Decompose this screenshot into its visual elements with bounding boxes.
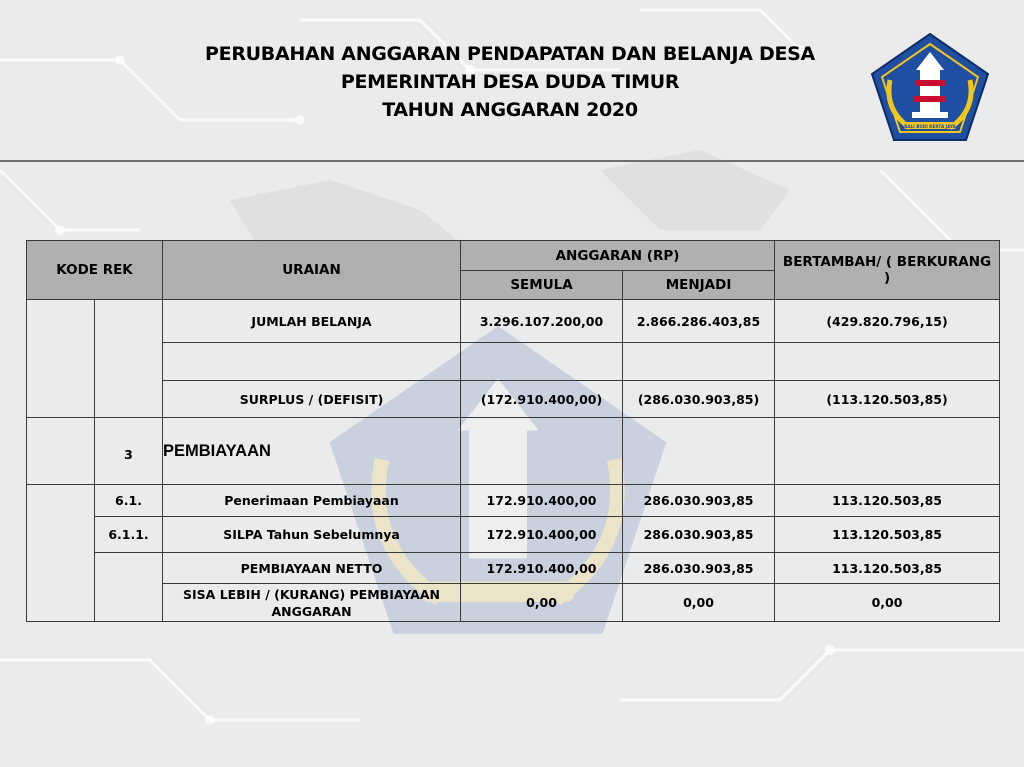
row-label-line-1: SISA LEBIH / (KURANG) PEMBIAYAAN	[183, 586, 440, 602]
row-label: Penerimaan Pembiayaan	[163, 485, 461, 517]
table-row	[27, 343, 1000, 381]
row-kode: 6.1.1.	[95, 517, 163, 553]
table-row	[27, 517, 1000, 553]
row-label: SILPA Tahun Sebelumnya	[163, 517, 461, 553]
row-selisih: 0,00	[775, 584, 1000, 622]
row-selisih: 113.120.503,85	[775, 517, 1000, 553]
row-semula	[461, 418, 623, 485]
row-selisih: 113.120.503,85	[775, 485, 1000, 517]
table-row	[27, 418, 1000, 485]
row-selisih	[775, 343, 1000, 381]
row-selisih: 113.120.503,85	[775, 553, 1000, 584]
row-menjadi: 286.030.903,85	[623, 485, 775, 517]
row-menjadi: 2.866.286.403,85	[623, 300, 775, 343]
row-selisih: (113.120.503,85)	[775, 381, 1000, 418]
header-uraian: URAIAN	[163, 241, 461, 300]
table-row	[27, 381, 1000, 418]
table-cell	[27, 418, 95, 485]
table-row	[27, 300, 1000, 343]
title-line-3: TAHUN ANGGARAN 2020	[382, 99, 638, 121]
row-label	[163, 343, 461, 381]
header-menjadi: MENJADI	[623, 271, 775, 300]
row-semula: 172.910.400,00	[461, 485, 623, 517]
row-label: JUMLAH BELANJA	[163, 300, 461, 343]
regency-emblem-logo	[868, 30, 992, 144]
row-menjadi	[623, 418, 775, 485]
row-selisih	[775, 418, 1000, 485]
header-semula: SEMULA	[461, 271, 623, 300]
header-bertambah-berkurang: BERTAMBAH/ ( BERKURANG )	[775, 241, 1000, 300]
row-kode: 6.1.	[95, 485, 163, 517]
table-cell	[27, 485, 95, 622]
row-kode: 3	[95, 418, 163, 485]
row-semula: (172.910.400,00)	[461, 381, 623, 418]
table-cell	[95, 300, 163, 418]
header-divider	[0, 160, 1024, 162]
row-semula: 0,00	[461, 584, 623, 622]
header-anggaran: ANGGARAN (RP)	[461, 241, 775, 271]
page-title	[120, 40, 900, 124]
table-row	[27, 485, 1000, 517]
header-kode-rek: KODE REK	[27, 241, 163, 300]
row-menjadi: 286.030.903,85	[623, 553, 775, 584]
svg-text:BALI BUDI KERTA JAYA: BALI BUDI KERTA JAYA	[904, 124, 956, 129]
row-semula	[461, 343, 623, 381]
row-semula: 172.910.400,00	[461, 517, 623, 553]
row-semula: 172.910.400,00	[461, 553, 623, 584]
row-label: PEMBIAYAAN NETTO	[163, 553, 461, 584]
table-cell	[27, 300, 95, 418]
title-line-2: PEMERINTAH DESA DUDA TIMUR	[340, 71, 680, 93]
table-row	[27, 553, 1000, 584]
table-cell	[95, 553, 163, 622]
row-label-line-2: ANGGARAN	[271, 603, 352, 619]
row-menjadi: (286.030.903,85)	[623, 381, 775, 418]
row-label	[163, 584, 461, 622]
row-menjadi: 286.030.903,85	[623, 517, 775, 553]
row-label: SURPLUS / (DEFISIT)	[163, 381, 461, 418]
row-label: PEMBIAYAAN	[163, 418, 461, 485]
row-menjadi	[623, 343, 775, 381]
row-semula: 3.296.107.200,00	[461, 300, 623, 343]
title-line-1: PERUBAHAN ANGGARAN PENDAPATAN DAN BELANJA DESA	[205, 43, 815, 65]
budget-table	[26, 240, 1000, 622]
row-selisih: (429.820.796,15)	[775, 300, 1000, 343]
row-menjadi: 0,00	[623, 584, 775, 622]
table-row	[27, 584, 1000, 622]
